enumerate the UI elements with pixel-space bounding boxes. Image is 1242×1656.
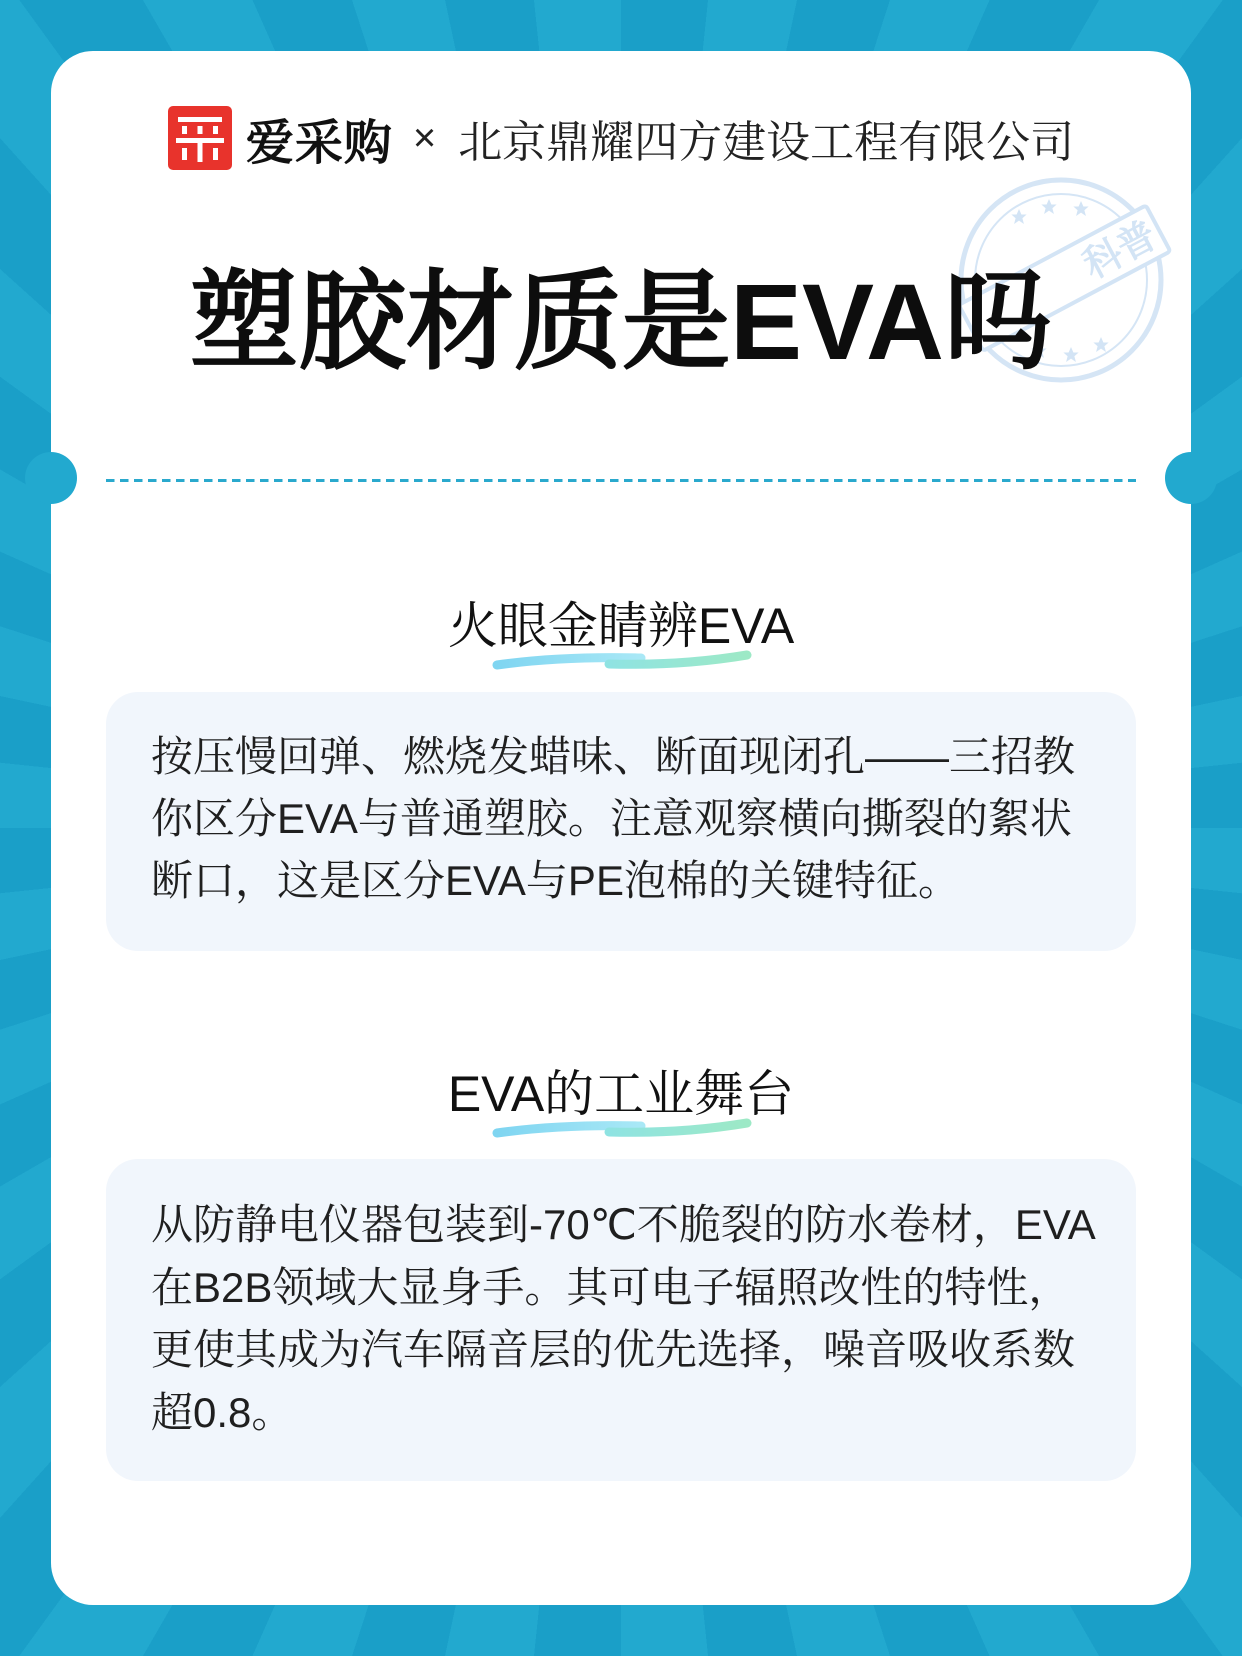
poster-card [51, 51, 1191, 1605]
ticket-notch-right [1165, 452, 1217, 504]
paragraph-line: 断口，这是区分EVA与PE泡棉的关键特征。 [151, 857, 960, 904]
paragraph-line: 从防静电仪器包装到-70℃不脆裂的防水卷材，EVA [151, 1201, 1096, 1248]
collab-separator: × [412, 115, 437, 160]
dashed-divider [106, 479, 1136, 482]
paragraph-line: 超0.8。 [151, 1388, 294, 1436]
ticket-notch-left [25, 452, 77, 504]
paragraph-line: 按压慢回弹、燃烧发蜡味、断面现闭孔——三招教 [151, 733, 1076, 780]
brand-name: 爱采购 [245, 116, 393, 170]
paragraph-line: 在B2B领域大显身手。其可电子辐照改性的特性， [151, 1263, 1071, 1311]
paragraph-line: 你区分EVA与普通塑胶。注意观察横向撕裂的絮状 [151, 795, 1072, 842]
section-heading-industry: EVA的工业舞台 [447, 1066, 795, 1122]
paragraph-line: 更使其成为汽车隔音层的优先选择，噪音吸收系数 [151, 1326, 1076, 1373]
text-box-industry [106, 1159, 1136, 1481]
page-title: 塑胶材质是EVA吗 [189, 261, 1053, 382]
text-box-identify [106, 692, 1136, 951]
section-heading-identify: 火眼金睛辨EVA [447, 598, 795, 654]
stamp-text: 科普 [1076, 214, 1164, 288]
company-name: 北京鼎耀四方建设工程有限公司 [458, 118, 1075, 167]
aicaigou-logo-icon [168, 106, 232, 170]
